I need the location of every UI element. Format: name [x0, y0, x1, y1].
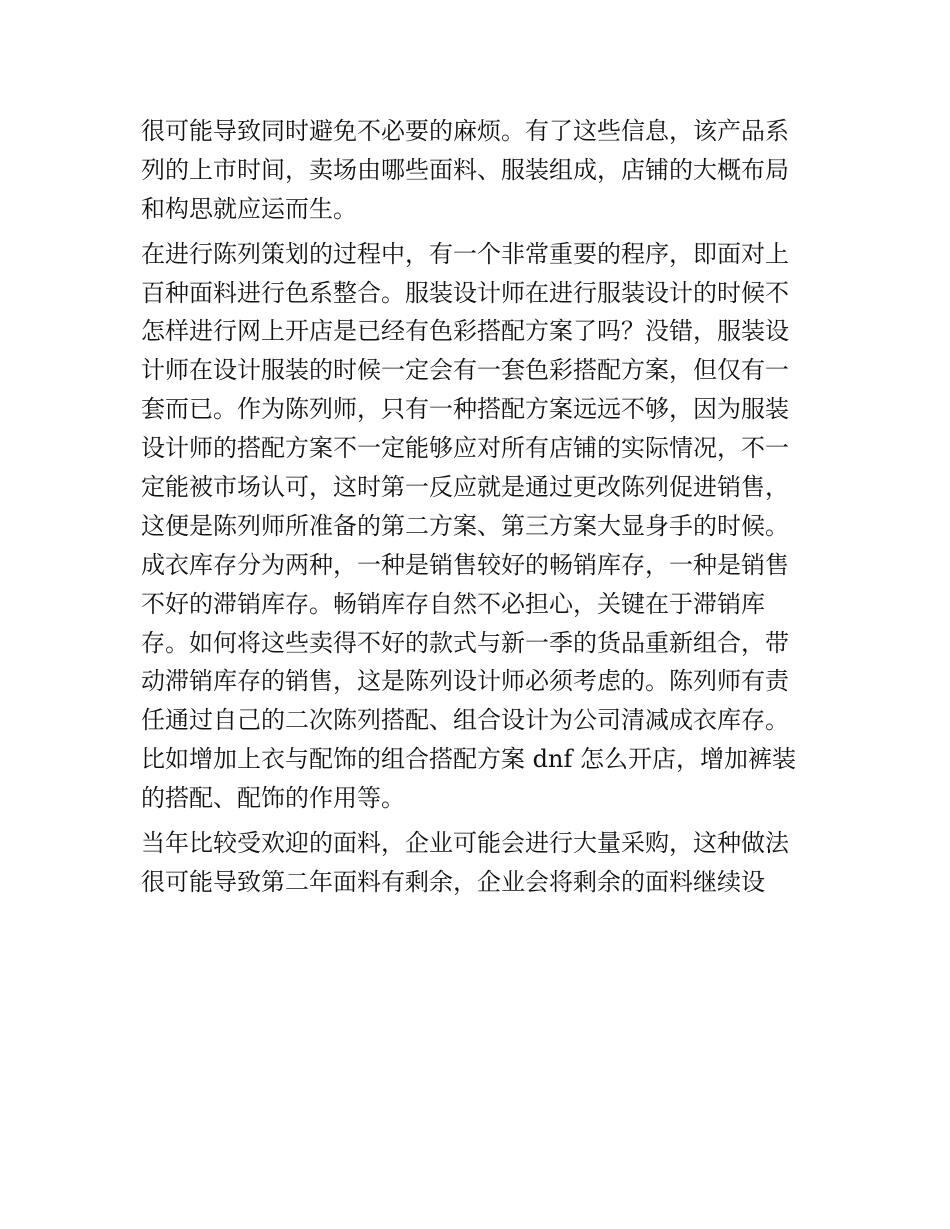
text-line: 任通过自己的二次陈列搭配、组合设计为公司清减成衣库存。	[141, 706, 789, 735]
text-line: 怎样进行网上开店是已经有色彩搭配方案了吗？没错，服装设	[141, 317, 789, 346]
text-line: 很可能导致第二年面料有剩余，企业会将剩余的面料继续设	[141, 867, 765, 896]
text-line: 列的上市时间，卖场由哪些面料、服装组成，店铺的大概布局	[141, 155, 789, 184]
text-line: 很可能导致同时避免不必要的麻烦。有了这些信息，该产品系	[141, 117, 789, 145]
text-line: 动滞销库存的销售，这是陈列设计师必须考虑的。陈列师有责	[141, 667, 789, 696]
body-text	[141, 112, 821, 902]
text-line: 这便是陈列师所准备的第二方案、第三方案大显身手的时候。	[141, 511, 789, 540]
text-line: 和构思就应运而生。	[141, 194, 357, 223]
text-line: 定能被市场认可，这时第一反应就是通过更改陈列促进销售，	[141, 473, 789, 502]
text-line: 存。如何将这些卖得不好的款式与新一季的货品重新组合，带	[141, 628, 789, 657]
text-line: 在进行陈列策划的过程中，有一个非常重要的程序，即面对上	[141, 239, 789, 268]
text-line: 百种面料进行色系整合。服装设计师在进行服装设计的时候不	[141, 278, 789, 307]
text-line: 不好的滞销库存。畅销库存自然不必担心，关键在于滞销库	[141, 589, 765, 618]
text-line: 设计师的搭配方案不一定能够应对所有店铺的实际情况，不一	[141, 434, 789, 463]
text-line: 成衣库存分为两种，一种是销售较好的畅销库存，一种是销售	[141, 550, 789, 579]
paragraph-3	[141, 824, 821, 902]
paragraph-1	[141, 112, 821, 229]
text-line: 当年比较受欢迎的面料，企业可能会进行大量采购，这种做法	[141, 829, 789, 858]
text-line: 计师在设计服装的时候一定会有一套色彩搭配方案，但仅有一	[141, 356, 789, 385]
text-line: 的搭配、配饰的作用等。	[141, 784, 405, 813]
text-line: 比如增加上衣与配饰的组合搭配方案 dnf 怎么开店，增加裤装	[141, 745, 796, 774]
paragraph-2	[141, 235, 821, 818]
text-line: 套而已。作为陈列师，只有一种搭配方案远远不够，因为服装	[141, 395, 789, 424]
